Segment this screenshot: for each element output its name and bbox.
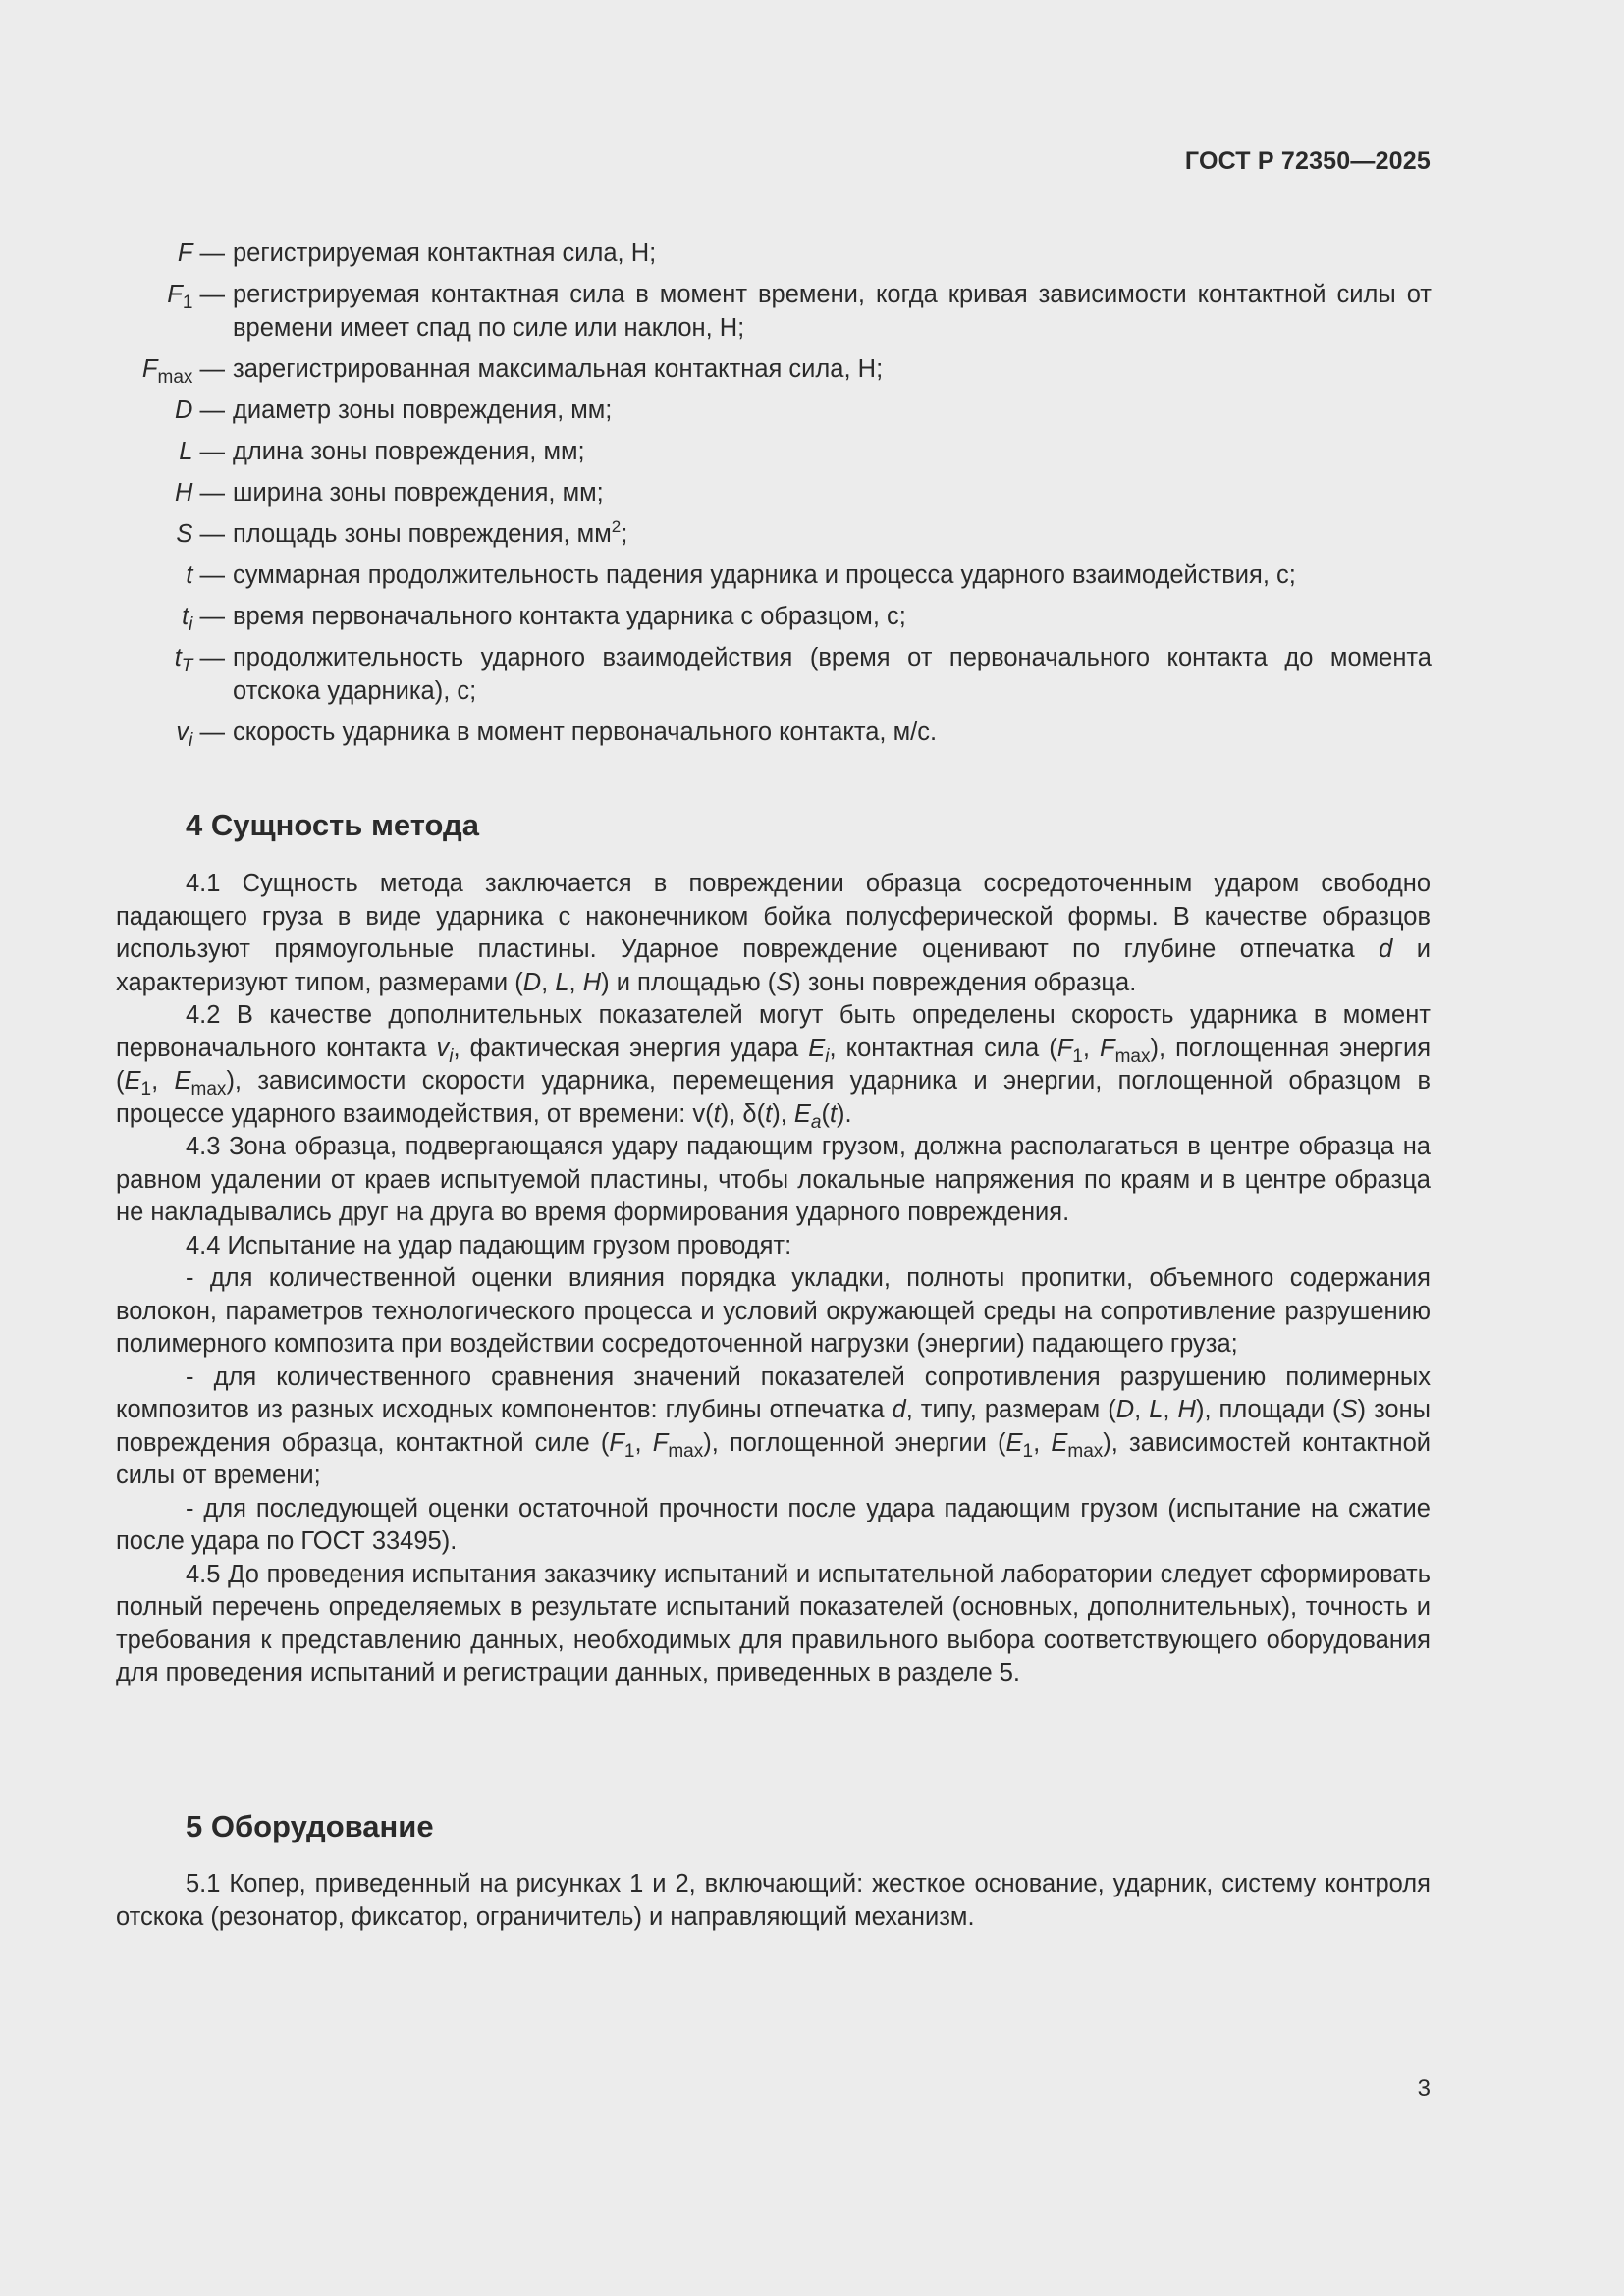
definition-item — [116, 237, 1432, 270]
p4-1-a: 4.1 Сущность метода заключается в повреждении образца сосредоточенным ударом свободно падающего груза в виде ударника с наконечником бойка полусферической формы. В качестве образцов используют прямоугольные пластины. Ударное повреждение оценивают по глубине отпечатка — [116, 870, 1431, 963]
paragraph-4-1: 4.1 Сущность метода заключается в повреждении образца сосредоточенным ударом свободно падающего груза в виде ударника с наконечником бойка полусферической формы. В качестве образцов используют прямоугольные пластины. Ударное повреждение оценивают по глубине отпечатка d и характеризуют типом, размерами (D, L, H) и площадью (S) зоны повреждения образца. — [116, 870, 1431, 996]
definition-text: диаметр зоны повреждения, мм; — [233, 397, 613, 424]
section-5-title: 5 Оборудование — [186, 1809, 434, 1843]
definition-symbol: F — — [177, 240, 225, 267]
definition-text: продолжительность ударного взаимодействия (время от первоначального контакта до момента отскока ударника), с; — [233, 644, 1432, 705]
definition-symbol: $F_{max}$ — — [141, 355, 225, 388]
section-5-body — [116, 1868, 1431, 1934]
paragraph-4-4: 4.4 Испытание на удар падающим грузом проводят: — [186, 1231, 792, 1259]
definition-text: регистрируемая контактная сила, Н; — [233, 240, 657, 267]
definition-symbol: L — — [179, 438, 225, 465]
definition-item — [116, 559, 1432, 592]
paragraph-4-5: 4.5 До проведения испытания заказчику испытаний и испытательной лаборатории следует сформировать полный перечень определяемых в результате испытаний показателей (основных, дополнительных), точность и требования к представлению данных, необходимых для правильного выбора соответствующего оборудования для проведения испытаний и регистрации данных, приведенных в разделе 5. — [116, 1560, 1431, 1686]
definition-item — [116, 352, 1432, 386]
symbol-definitions — [116, 237, 1432, 757]
definition-symbol: $t_T$ — — [174, 644, 225, 676]
definition-item — [116, 716, 1432, 749]
paragraph-4-4-item-2: - для количественного сравнения значений показателей сопротивления разрушению полимерных композитов из разных исходных компонентов: глубины отпечатка d, типу, размерам (D, L, H), площади (S) зоны повреждения образца, контактной силе ($F_1$, $F_{max}$), поглощенной энергии ($E_1$, $E_{max}$), зависимостей контактной силы от времени; — [116, 1362, 1432, 1489]
definition-symbol: $v_i$ — — [176, 719, 225, 751]
definition-item — [116, 435, 1432, 468]
definition-text: время первоначального контакта ударника с образцом, с; — [233, 603, 906, 630]
paragraph-4-4-item-1: - для количественной оценки влияния порядка укладки, полноты пропитки, объемного содержания волокон, параметров технологического процесса и условий окружающей среды на сопротивление разрушению полимерного композита при воздействии сосредоточенной нагрузки (энергии) падающего груза; — [116, 1264, 1431, 1358]
definition-symbol: $F_1$ — — [167, 281, 225, 313]
definition-item — [116, 476, 1432, 509]
definition-text: скорость ударника в момент первоначального контакта, м/с. — [233, 719, 938, 746]
definition-symbol: t — — [186, 561, 225, 589]
page-number: 3 — [1417, 2075, 1431, 2102]
section-4-body — [116, 868, 1431, 1690]
definition-text: зарегистрированная максимальная контактная сила, Н; — [233, 355, 884, 383]
definition-symbol: D — — [174, 397, 225, 424]
definition-text: площадь зоны повреждения, $мм^2$; — [233, 517, 628, 548]
definition-item — [116, 394, 1432, 427]
definition-text: длина зоны повреждения, мм; — [233, 438, 585, 465]
paragraph-4-3: 4.3 Зона образца, подвергающаяся удару падающим грузом, должна располагаться в центре образца на равном удалении от краев испытуемой пластины, чтобы локальные напряжения по краям и в центре образца не накладывались друг на друга во время формирования ударного повреждения. — [116, 1133, 1431, 1226]
definition-text: регистрируемая контактная сила в момент времени, когда кривая зависимости контактной силы от времени имеет спад по силе или наклон, Н; — [233, 281, 1432, 342]
definition-symbol: S — — [176, 520, 225, 548]
definition-symbol: $t_i$ — — [182, 603, 225, 635]
definition-symbol: H — — [174, 479, 225, 507]
paragraph-4-4-item-3: - для последующей оценки остаточной прочности после удара падающим грузом (испытание на сжатие после удара по ГОСТ 33495). — [116, 1494, 1431, 1555]
paragraph-5-1: 5.1 Копер, приведенный на рисунках 1 и 2, включающий: жесткое основание, ударник, систему контроля отскока (резонатор, фиксатор, ограничитель) и направляющий механизм. — [116, 1870, 1431, 1931]
definition-item — [116, 600, 1432, 633]
definition-text: ширина зоны повреждения, мм; — [233, 479, 604, 507]
definition-text: суммарная продолжительность падения ударника и процесса ударного взаимодействия, с; — [233, 561, 1296, 589]
definition-item — [116, 641, 1432, 708]
document-header: ГОСТ Р 72350—2025 — [1184, 147, 1431, 175]
var-d: d — [1379, 935, 1393, 963]
section-4-title: 4 Сущность метода — [186, 808, 479, 842]
paragraph-4-2: 4.2 В качестве дополнительных показателей могут быть определены скорость ударника в момент первоначального контакта $v_i$, фактическая энергия удара $E_i$, контактная сила ($F_1$, $F_{max}$), поглощенная энергия ($E_1$, $E_{max}$), зависимости скорости ударника, перемещения ударника и энергии, поглощенной образцом в процессе ударного взаимодействия, от времени: v(t), δ(t), $E_a(t)$. — [116, 1001, 1432, 1133]
definition-item — [116, 278, 1432, 345]
definition-item — [116, 517, 1432, 551]
